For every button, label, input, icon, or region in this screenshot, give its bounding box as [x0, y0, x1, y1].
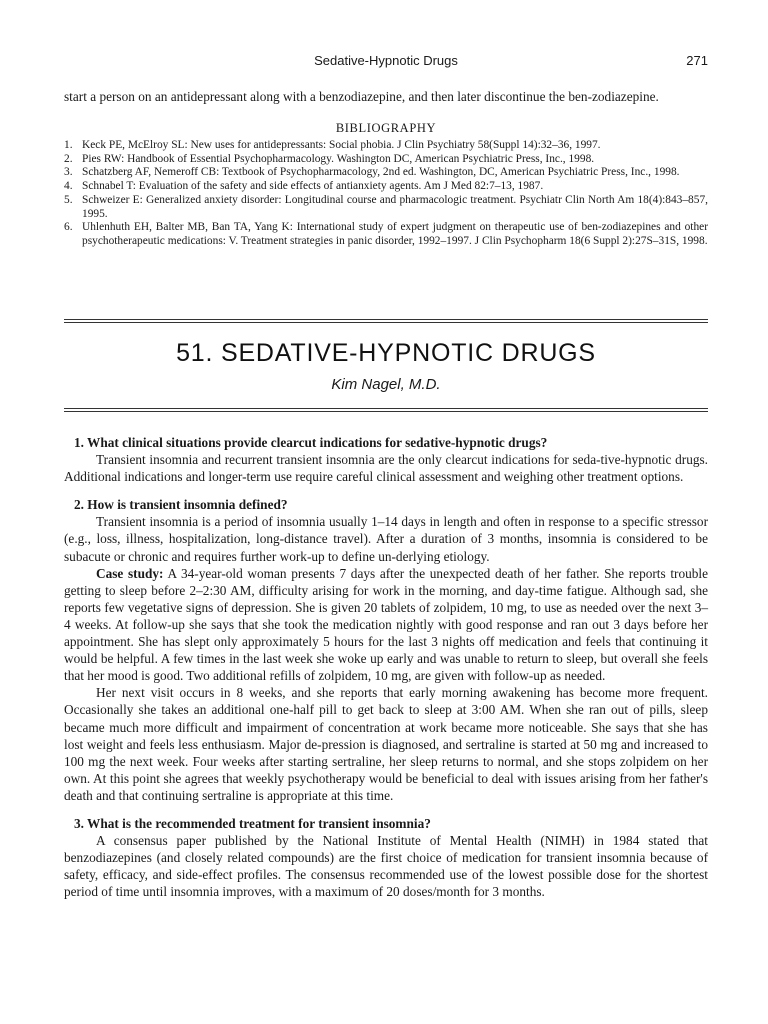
chapter-title: 51. SEDATIVE-HYPNOTIC DRUGS [176, 339, 596, 367]
bibliography-heading: BIBLIOGRAPHY [335, 121, 437, 135]
bibliography-entry [64, 153, 708, 167]
qa-section-1 [64, 434, 708, 485]
running-title: Sedative-Hypnotic Drugs [314, 53, 458, 68]
case-study-text: A 34-year-old woman presents 7 days after the unexpected death of her father. She reports trouble getting to sleep before 2–2:30 AM, difficulty arising for work in the morning, and day-time fatigue. Although sad, she reports few vegetative signs of depression. She is given 20 tablets of zolpidem, 10 mg, to use as needed over the next 3–4 weeks. At follow-up she says that she took the medication nightly with good response and ran out 3 days before her appointment. She has slept only approximately 5 hours for the last 3 nights off medication and feels that continuing it would be helpful. A few times in the last week she woke up early and was unable to return to sleep, but overall she feels that her mood is good. Two additional refills of zolpidem, 10 mg, are given with follow-up as needed. [64, 565, 709, 684]
question-heading: 2. How is transient insomnia defined? [74, 497, 288, 513]
answer-paragraph: Transient insomnia is a period of insomnia usually 1–14 days in length and often in response to a specific stressor (e.g., loss, illness, hospitalization, long-distance travel). After a duration of 3 months, insomnia is considered to be subacute or chronic and requires further work-up to define un-derlying etiology. [64, 514, 708, 564]
intro-paragraph: start a person on an antidepressant along with a benzodiazepine, and then later discontinue the ben-zodiazepine. [64, 89, 659, 104]
bibliography-entry [64, 194, 708, 221]
entry-number: 1. [64, 139, 73, 151]
question-heading: 1. What clinical situations provide clearcut indications for sedative-hypnotic drugs? [74, 435, 548, 450]
rule-line [64, 322, 708, 325]
entry-number: 5. [64, 193, 73, 206]
entry-text: Pies RW: Handbook of Essential Psychopharmacology. Washington DC, American Psychiatric Press, Inc., 1998. [82, 152, 595, 165]
entry-text: Schweizer E: Generalized anxiety disorder: Longitudinal course and pharmacologic treatment. Psychiatr Clin North Am 18(4):843–857, 1995. [82, 193, 708, 220]
bibliography-entry [64, 221, 708, 248]
answer-paragraph: Transient insomnia and recurrent transient insomnia are the only clearcut indications for seda-tive-hypnotic drugs. Additional indications and longer-term use require careful clinical assessment and weighing other treatment options. [64, 452, 708, 485]
entry-number: 3. [64, 166, 73, 179]
author-name: Kim Nagel, M.D. [331, 376, 441, 393]
entry-number: 6. [64, 221, 73, 234]
top-double-rule [64, 319, 708, 325]
case-study-label: Case study: [96, 565, 164, 581]
bibliography-entry [64, 166, 708, 180]
answer-paragraph: A consensus paper published by the National Institute of Mental Health (NIMH) in 1984 stated that benzodiazepines (and closely related compounds) are the first choice of medication for transient insomnia because of safety, efficacy, and side-effect profiles. The consensus recommended use of the lowest possible dose for the shortest period of time until insomnia improves, with a maximum of 20 doses/month for 3 months. [64, 833, 708, 900]
followup-paragraph: Her next visit occurs in 8 weeks, and she reports that early morning awakening has become more frequent. Occasionally she takes an additional one-half pill to get back to sleep at 3:00 AM. When she ran out of pills, sleep became much more difficult and impairment of concentration at work became more noticeable. She says that she has lost weight and feels less enthusiasm. Major de-pression is diagnosed, and sertraline is started at 50 mg and increased to 100 mg the next week. Four weeks after starting sertraline, her sleep returns to normal, and she stops zolpidem on her own. At this point she agrees that weekly psychotherapy would be beneficial to deal with issues arising from her father's death and that continuing sertraline is appropriate at this time. [64, 685, 708, 803]
entry-text: Uhlenhuth EH, Balter MB, Ban TA, Yang K: International study of expert judgment on therapeutic use of ben-zodiazepines and other psychotherapeutic medications: V. Treatment strategies in panic disorder, 1992–1997. J Clin Psychopharm 18(6 Suppl 2):27S–31S, 1998. [82, 221, 708, 247]
qa-section-2 [64, 496, 708, 804]
chapter-author [64, 376, 708, 393]
bottom-double-rule [64, 408, 708, 414]
qa-section-3 [64, 815, 708, 900]
entry-number: 2. [64, 152, 73, 165]
bibliography-entry [64, 139, 708, 153]
rule-line [64, 411, 708, 414]
case-study-paragraph [64, 565, 708, 685]
running-header [64, 53, 708, 71]
bibliography-list [64, 139, 708, 249]
question-heading: 3. What is the recommended treatment for transient insomnia? [74, 815, 431, 831]
entry-number: 4. [64, 180, 73, 193]
entry-text: Keck PE, McElroy SL: New uses for antidepressants: Social phobia. J Clin Psychiatry 58(Suppl 14):32–36, 1997. [82, 139, 601, 151]
page-number: 271 [686, 53, 708, 68]
entry-text: Schatzberg AF, Nemeroff CB: Textbook of Psychopharmacology, 2nd ed. Washington, DC, American Psychiatric Press, Inc., 1998. [82, 166, 680, 179]
entry-text: Schnabel T: Evaluation of the safety and side effects of antianxiety agents. Am J Med 82:7–13, 1987. [82, 180, 544, 193]
bibliography-entry [64, 180, 708, 194]
chapter-body [64, 434, 708, 911]
